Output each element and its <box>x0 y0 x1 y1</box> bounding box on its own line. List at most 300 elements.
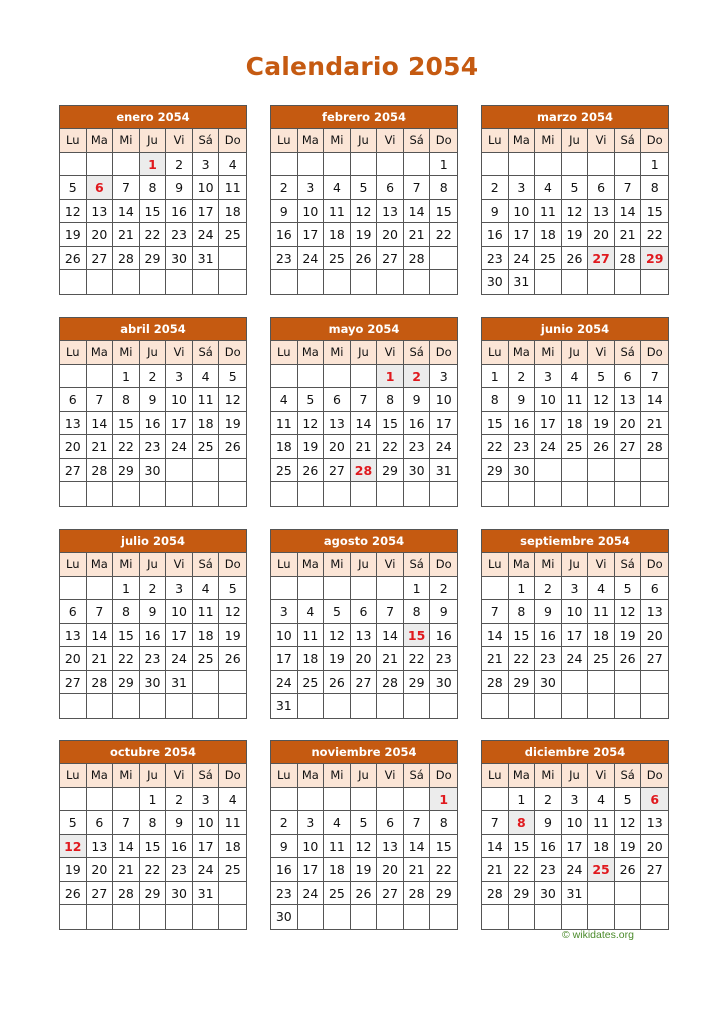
month-header: enero 2054 <box>60 106 246 129</box>
day-cell: 25 <box>193 435 220 459</box>
empty-day-cell <box>482 577 509 601</box>
weekday-header: Sá <box>615 129 642 153</box>
empty-day-cell <box>404 482 431 506</box>
day-cell: 14 <box>113 200 140 224</box>
empty-day-cell <box>60 577 87 601</box>
day-cell: 21 <box>404 858 431 882</box>
empty-day-cell <box>298 577 325 601</box>
day-cell: 18 <box>193 624 220 648</box>
day-cell: 27 <box>87 882 114 906</box>
day-cell: 23 <box>166 223 193 247</box>
day-cell: 29 <box>430 882 457 906</box>
empty-day-cell <box>324 270 351 294</box>
empty-day-cell <box>351 365 378 389</box>
day-cell: 23 <box>271 247 298 271</box>
month-calendar <box>59 529 247 719</box>
weekday-header: Ma <box>509 341 536 365</box>
day-cell: 16 <box>140 412 167 436</box>
day-cell: 29 <box>113 459 140 483</box>
day-cell: 16 <box>271 858 298 882</box>
empty-day-cell <box>140 694 167 718</box>
day-cell: 17 <box>271 647 298 671</box>
empty-day-cell <box>482 788 509 812</box>
day-cell: 20 <box>377 223 404 247</box>
empty-day-cell <box>535 459 562 483</box>
weekday-header: Sá <box>615 553 642 577</box>
day-cell: 20 <box>615 412 642 436</box>
day-cell: 28 <box>404 882 431 906</box>
day-cell: 28 <box>615 247 642 271</box>
day-cell: 22 <box>140 858 167 882</box>
day-cell: 15 <box>140 835 167 859</box>
day-cell: 4 <box>298 600 325 624</box>
empty-day-cell <box>562 270 589 294</box>
empty-day-cell <box>60 270 87 294</box>
day-cell: 31 <box>193 247 220 271</box>
weekday-header: Do <box>219 129 246 153</box>
day-cell: 4 <box>324 176 351 200</box>
holiday-day-cell: 1 <box>430 788 457 812</box>
day-cell: 31 <box>271 694 298 718</box>
month-calendar <box>59 740 247 930</box>
day-cell: 8 <box>482 388 509 412</box>
day-cell: 13 <box>615 388 642 412</box>
day-cell: 9 <box>482 200 509 224</box>
weekday-header: Do <box>641 341 668 365</box>
day-cell: 14 <box>351 412 378 436</box>
day-cell: 10 <box>562 811 589 835</box>
day-cell: 13 <box>641 600 668 624</box>
day-cell: 10 <box>535 388 562 412</box>
day-cell: 11 <box>588 811 615 835</box>
empty-day-cell <box>562 153 589 177</box>
day-cell: 11 <box>193 600 220 624</box>
day-cell: 23 <box>404 435 431 459</box>
empty-day-cell <box>324 153 351 177</box>
day-cell: 9 <box>404 388 431 412</box>
day-cell: 8 <box>140 176 167 200</box>
day-cell: 3 <box>193 788 220 812</box>
empty-day-cell <box>166 482 193 506</box>
empty-day-cell <box>140 270 167 294</box>
day-cell: 14 <box>482 835 509 859</box>
empty-day-cell <box>87 788 114 812</box>
holiday-day-cell: 28 <box>351 459 378 483</box>
empty-day-cell <box>60 905 87 929</box>
month-header: noviembre 2054 <box>271 741 457 764</box>
day-cell: 1 <box>509 577 536 601</box>
day-cell: 21 <box>404 223 431 247</box>
day-cell: 24 <box>166 435 193 459</box>
day-cell: 9 <box>430 600 457 624</box>
month-day-grid <box>482 764 668 929</box>
day-cell: 27 <box>377 882 404 906</box>
day-cell: 3 <box>430 365 457 389</box>
weekday-header: Ju <box>140 553 167 577</box>
empty-day-cell <box>588 671 615 695</box>
day-cell: 19 <box>60 223 87 247</box>
day-cell: 21 <box>482 858 509 882</box>
weekday-header: Ma <box>298 341 325 365</box>
day-cell: 19 <box>324 647 351 671</box>
day-cell: 12 <box>615 600 642 624</box>
weekday-header: Ju <box>351 129 378 153</box>
month-calendar <box>481 529 669 719</box>
weekday-header: Ma <box>509 764 536 788</box>
empty-day-cell <box>535 905 562 929</box>
day-cell: 1 <box>509 788 536 812</box>
day-cell: 21 <box>351 435 378 459</box>
empty-day-cell <box>482 153 509 177</box>
day-cell: 9 <box>535 600 562 624</box>
empty-day-cell <box>641 882 668 906</box>
day-cell: 18 <box>219 200 246 224</box>
day-cell: 9 <box>140 600 167 624</box>
empty-day-cell <box>193 482 220 506</box>
day-cell: 31 <box>562 882 589 906</box>
empty-day-cell <box>219 905 246 929</box>
empty-day-cell <box>60 482 87 506</box>
day-cell: 19 <box>562 223 589 247</box>
day-cell: 5 <box>219 365 246 389</box>
day-cell: 5 <box>60 811 87 835</box>
weekday-header: Do <box>219 553 246 577</box>
day-cell: 14 <box>113 835 140 859</box>
day-cell: 15 <box>140 200 167 224</box>
empty-day-cell <box>377 788 404 812</box>
empty-day-cell <box>351 788 378 812</box>
day-cell: 29 <box>482 459 509 483</box>
day-cell: 10 <box>193 811 220 835</box>
day-cell: 14 <box>87 624 114 648</box>
month-calendar <box>59 317 247 507</box>
month-calendar <box>270 317 458 507</box>
day-cell: 5 <box>351 176 378 200</box>
empty-day-cell <box>641 694 668 718</box>
day-cell: 3 <box>298 811 325 835</box>
empty-day-cell <box>535 694 562 718</box>
day-cell: 8 <box>430 811 457 835</box>
empty-day-cell <box>562 905 589 929</box>
weekday-header: Sá <box>193 341 220 365</box>
day-cell: 29 <box>509 671 536 695</box>
day-cell: 9 <box>140 388 167 412</box>
day-cell: 20 <box>351 647 378 671</box>
day-cell: 7 <box>641 365 668 389</box>
weekday-header: Sá <box>404 764 431 788</box>
day-cell: 5 <box>324 600 351 624</box>
empty-day-cell <box>377 482 404 506</box>
empty-day-cell <box>430 270 457 294</box>
empty-day-cell <box>615 905 642 929</box>
holiday-day-cell: 29 <box>641 247 668 271</box>
day-cell: 17 <box>535 412 562 436</box>
day-cell: 11 <box>535 200 562 224</box>
day-cell: 22 <box>113 435 140 459</box>
empty-day-cell <box>87 905 114 929</box>
day-cell: 24 <box>430 435 457 459</box>
empty-day-cell <box>166 459 193 483</box>
day-cell: 17 <box>509 223 536 247</box>
empty-day-cell <box>113 788 140 812</box>
empty-day-cell <box>324 694 351 718</box>
day-cell: 28 <box>404 247 431 271</box>
empty-day-cell <box>219 882 246 906</box>
empty-day-cell <box>113 482 140 506</box>
day-cell: 12 <box>219 600 246 624</box>
holiday-day-cell: 1 <box>377 365 404 389</box>
empty-day-cell <box>588 905 615 929</box>
day-cell: 16 <box>482 223 509 247</box>
day-cell: 30 <box>404 459 431 483</box>
day-cell: 11 <box>219 811 246 835</box>
weekday-header: Vi <box>588 553 615 577</box>
day-cell: 30 <box>166 247 193 271</box>
day-cell: 5 <box>298 388 325 412</box>
day-cell: 9 <box>271 835 298 859</box>
empty-day-cell <box>641 482 668 506</box>
day-cell: 7 <box>351 388 378 412</box>
weekday-header: Lu <box>482 341 509 365</box>
day-cell: 16 <box>166 200 193 224</box>
day-cell: 22 <box>509 647 536 671</box>
day-cell: 8 <box>509 600 536 624</box>
day-cell: 26 <box>324 671 351 695</box>
day-cell: 15 <box>509 624 536 648</box>
holiday-day-cell: 12 <box>60 835 87 859</box>
empty-day-cell <box>324 905 351 929</box>
day-cell: 29 <box>509 882 536 906</box>
day-cell: 4 <box>588 577 615 601</box>
day-cell: 14 <box>404 200 431 224</box>
month-day-grid <box>271 129 457 294</box>
empty-day-cell <box>482 694 509 718</box>
day-cell: 3 <box>166 577 193 601</box>
month-header: diciembre 2054 <box>482 741 668 764</box>
day-cell: 7 <box>404 811 431 835</box>
day-cell: 7 <box>87 388 114 412</box>
day-cell: 5 <box>615 788 642 812</box>
day-cell: 15 <box>641 200 668 224</box>
empty-day-cell <box>193 905 220 929</box>
day-cell: 26 <box>60 247 87 271</box>
month-day-grid <box>482 553 668 718</box>
weekday-header: Mi <box>113 129 140 153</box>
day-cell: 2 <box>482 176 509 200</box>
day-cell: 31 <box>193 882 220 906</box>
empty-day-cell <box>615 694 642 718</box>
day-cell: 23 <box>140 647 167 671</box>
day-cell: 25 <box>535 247 562 271</box>
day-cell: 4 <box>219 788 246 812</box>
month-day-grid <box>271 341 457 506</box>
weekday-header: Sá <box>193 553 220 577</box>
day-cell: 12 <box>219 388 246 412</box>
empty-day-cell <box>193 671 220 695</box>
day-cell: 16 <box>404 412 431 436</box>
empty-day-cell <box>588 459 615 483</box>
day-cell: 6 <box>351 600 378 624</box>
day-cell: 14 <box>87 412 114 436</box>
day-cell: 13 <box>351 624 378 648</box>
month-calendar <box>481 105 669 295</box>
empty-day-cell <box>324 482 351 506</box>
empty-day-cell <box>562 459 589 483</box>
day-cell: 18 <box>562 412 589 436</box>
weekday-header: Ju <box>351 553 378 577</box>
empty-day-cell <box>377 153 404 177</box>
day-cell: 13 <box>588 200 615 224</box>
day-cell: 19 <box>351 223 378 247</box>
day-cell: 25 <box>588 647 615 671</box>
day-cell: 21 <box>87 435 114 459</box>
empty-day-cell <box>377 577 404 601</box>
weekday-header: Lu <box>60 553 87 577</box>
day-cell: 19 <box>298 435 325 459</box>
weekday-header: Vi <box>588 341 615 365</box>
day-cell: 6 <box>87 811 114 835</box>
day-cell: 20 <box>87 858 114 882</box>
weekday-header: Ma <box>509 553 536 577</box>
day-cell: 24 <box>166 647 193 671</box>
day-cell: 24 <box>509 247 536 271</box>
month-calendar <box>481 317 669 507</box>
day-cell: 15 <box>113 624 140 648</box>
day-cell: 31 <box>509 270 536 294</box>
day-cell: 25 <box>271 459 298 483</box>
day-cell: 9 <box>166 176 193 200</box>
weekday-header: Lu <box>271 764 298 788</box>
day-cell: 6 <box>324 388 351 412</box>
empty-day-cell <box>615 153 642 177</box>
weekday-header: Mi <box>324 553 351 577</box>
day-cell: 16 <box>535 835 562 859</box>
day-cell: 17 <box>430 412 457 436</box>
empty-day-cell <box>404 788 431 812</box>
weekday-header: Vi <box>377 341 404 365</box>
day-cell: 17 <box>193 200 220 224</box>
day-cell: 21 <box>641 412 668 436</box>
day-cell: 5 <box>351 811 378 835</box>
day-cell: 27 <box>351 671 378 695</box>
day-cell: 20 <box>588 223 615 247</box>
day-cell: 26 <box>615 647 642 671</box>
day-cell: 24 <box>562 858 589 882</box>
day-cell: 22 <box>430 223 457 247</box>
empty-day-cell <box>351 270 378 294</box>
empty-day-cell <box>324 788 351 812</box>
day-cell: 3 <box>509 176 536 200</box>
credit-text: © wikidates.org <box>562 929 634 941</box>
month-header: febrero 2054 <box>271 106 457 129</box>
day-cell: 17 <box>298 223 325 247</box>
empty-day-cell <box>271 788 298 812</box>
day-cell: 4 <box>193 365 220 389</box>
weekday-header: Mi <box>324 341 351 365</box>
empty-day-cell <box>298 694 325 718</box>
weekday-header: Lu <box>482 553 509 577</box>
weekday-header: Sá <box>404 553 431 577</box>
day-cell: 14 <box>615 200 642 224</box>
day-cell: 16 <box>166 835 193 859</box>
weekday-header: Ma <box>298 129 325 153</box>
weekday-header: Do <box>641 764 668 788</box>
holiday-day-cell: 6 <box>87 176 114 200</box>
day-cell: 20 <box>641 835 668 859</box>
empty-day-cell <box>641 270 668 294</box>
day-cell: 26 <box>615 858 642 882</box>
day-cell: 16 <box>271 223 298 247</box>
empty-day-cell <box>193 694 220 718</box>
day-cell: 23 <box>271 882 298 906</box>
day-cell: 16 <box>140 624 167 648</box>
day-cell: 26 <box>588 435 615 459</box>
day-cell: 27 <box>641 647 668 671</box>
empty-day-cell <box>588 882 615 906</box>
day-cell: 1 <box>641 153 668 177</box>
day-cell: 8 <box>113 600 140 624</box>
empty-day-cell <box>509 694 536 718</box>
day-cell: 10 <box>298 835 325 859</box>
day-cell: 8 <box>113 388 140 412</box>
day-cell: 11 <box>193 388 220 412</box>
day-cell: 28 <box>113 882 140 906</box>
month-day-grid <box>482 129 668 294</box>
weekday-header: Mi <box>324 764 351 788</box>
empty-day-cell <box>271 365 298 389</box>
empty-day-cell <box>351 482 378 506</box>
empty-day-cell <box>615 482 642 506</box>
weekday-header: Sá <box>404 129 431 153</box>
empty-day-cell <box>166 270 193 294</box>
day-cell: 20 <box>60 435 87 459</box>
day-cell: 12 <box>351 200 378 224</box>
empty-day-cell <box>641 905 668 929</box>
day-cell: 30 <box>271 905 298 929</box>
day-cell: 13 <box>377 200 404 224</box>
day-cell: 5 <box>60 176 87 200</box>
day-cell: 26 <box>562 247 589 271</box>
month-day-grid <box>60 553 246 718</box>
day-cell: 30 <box>482 270 509 294</box>
day-cell: 6 <box>60 388 87 412</box>
day-cell: 22 <box>404 647 431 671</box>
empty-day-cell <box>615 671 642 695</box>
day-cell: 13 <box>324 412 351 436</box>
weekday-header: Do <box>641 553 668 577</box>
weekday-header: Lu <box>271 129 298 153</box>
empty-day-cell <box>271 153 298 177</box>
day-cell: 29 <box>113 671 140 695</box>
empty-day-cell <box>87 482 114 506</box>
empty-day-cell <box>377 270 404 294</box>
day-cell: 10 <box>271 624 298 648</box>
empty-day-cell <box>87 365 114 389</box>
empty-day-cell <box>535 270 562 294</box>
day-cell: 30 <box>535 671 562 695</box>
day-cell: 8 <box>404 600 431 624</box>
day-cell: 3 <box>193 153 220 177</box>
weekday-header: Ma <box>87 341 114 365</box>
weekday-header: Vi <box>377 553 404 577</box>
empty-day-cell <box>588 153 615 177</box>
day-cell: 28 <box>641 435 668 459</box>
month-day-grid <box>482 341 668 506</box>
empty-day-cell <box>430 247 457 271</box>
day-cell: 12 <box>615 811 642 835</box>
day-cell: 20 <box>641 624 668 648</box>
day-cell: 24 <box>562 647 589 671</box>
